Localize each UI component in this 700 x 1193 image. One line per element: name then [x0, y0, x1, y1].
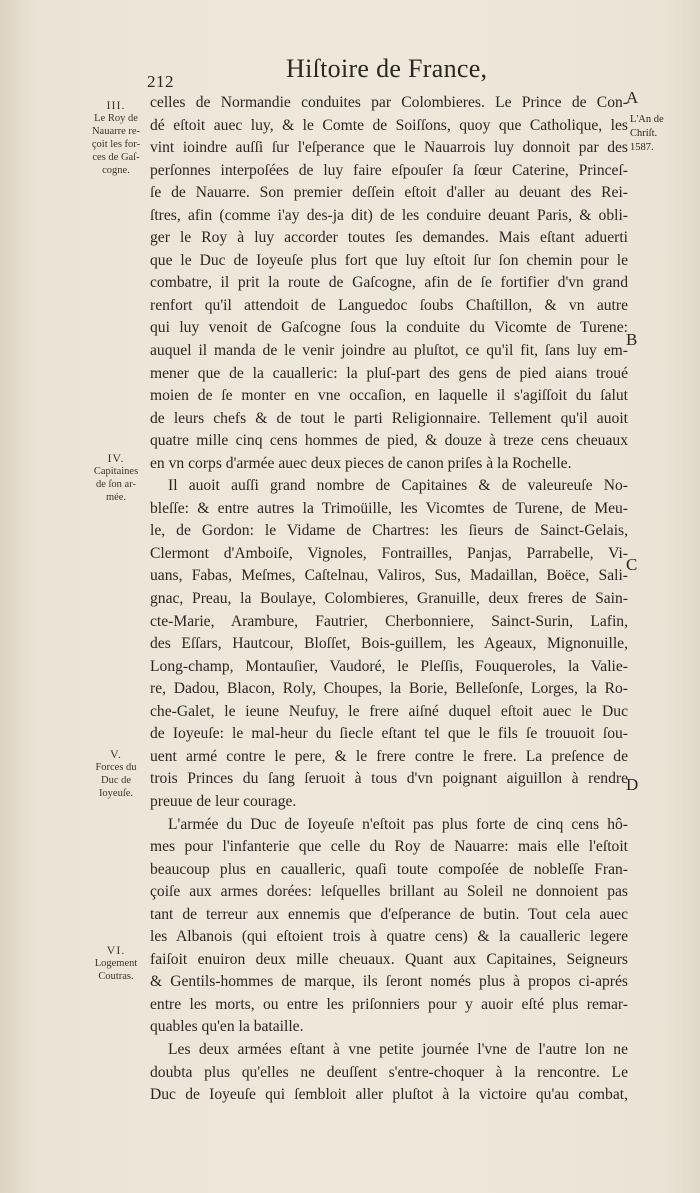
side-note-line: çoit les for-	[91, 139, 141, 150]
text-line: mener que de la caualleric: la pluſ-part des gens de pied aians troué	[150, 364, 628, 382]
side-note-line: Logement	[94, 958, 138, 969]
year-note-line: Chriſt.	[630, 128, 658, 139]
text-line: mes pour l'infanterie que celle du Roy de Nauarre: mais elle l'eſtoit	[150, 838, 628, 856]
text-line: le, de Gordon: le Vidame de Chartres: les ſieurs de Sainct-Gelais,	[150, 522, 628, 540]
text-line: qui luy venoit de Gaſcogne ſous la conduite du Vicomte de Turene:	[150, 319, 628, 337]
text-line: L'armée du Duc de Ioyeuſe n'eſtoit pas plus forte de cinq cens hô-	[168, 815, 628, 833]
text-line: ſe de Nauarre. Son premier deſſein eſtoit d'aller au deuant des Rei-	[150, 184, 628, 202]
text-line: re, Dadou, Blacon, Roly, Choupes, la Borie, Belleſonſe, Lorges, la Ro-	[150, 680, 628, 698]
text-line: doubta plus qu'elles ne deuſſent s'entre-choquer à la rencontre. Le	[150, 1063, 628, 1081]
year-note-line: 1587.	[630, 142, 654, 153]
side-note-line: de ſon ar-	[95, 479, 137, 490]
text-line: renfort qu'il attendoit de Languedoc ſoubs Chaſtillon, & vn autre	[150, 296, 628, 314]
text-line: de Ioyeuſe: le mal-heur du ſiecle eſtant tel que le fils ſe trouuoit ſou-	[150, 725, 628, 743]
side-note-4	[84, 452, 148, 504]
side-note-line: Forces du	[95, 762, 137, 773]
text-line: dé eſtoit auec luy, & le Comte de Soiſſons, quoy que Catholique, les	[150, 116, 628, 134]
side-note-5	[84, 748, 148, 800]
text-line: tant de terreur aux ennemis que d'eſperance de butin. Tout cela auec	[150, 905, 628, 923]
side-note-line: Nauarre re-	[91, 126, 141, 137]
page-number: 212	[147, 72, 174, 91]
side-note-line: cogne.	[102, 165, 130, 176]
margin-letter-b: B	[626, 330, 638, 349]
text-line: Il auoit auſſi grand nombre de Capitaines & de valeureuſe No-	[168, 477, 628, 495]
year-note-line: L'An de	[630, 114, 664, 125]
text-line: gnac, Preau, la Boulaye, Colombieres, Granuille, deux freres de Sain-	[150, 590, 628, 608]
text-line: combatre, il prit la route de Gaſcogne, afin de ſe fortifier d'vn grand	[150, 274, 628, 292]
text-line: trois Princes du ſang ſeruoit à tous d'vn poignant aiguillon à rendre	[150, 770, 628, 788]
side-note-number: V.	[109, 747, 123, 761]
text-line: des Eſſars, Hautcour, Bloſſet, Bois-guillem, les Ageaux, Mignonuille,	[150, 635, 628, 653]
text-line: çoiſe aux armes dorées: leſquelles brillant au Soleil ne donnoient pas	[150, 883, 628, 901]
text-line: entre les morts, ou entre les priſonniers pour y auoir eſté plus remar-	[150, 995, 628, 1013]
text-line: celles de Normandie conduites par Colombieres. Le Prince de Con-	[150, 94, 628, 111]
text-line: cte-Marie, Arambure, Fautrier, Cherbonniere, Sainct-Surin, Lafin,	[150, 612, 628, 630]
text-line: que le Duc de Ioyeuſe plus fort que luy eſtoit ſur ſon chemin pour le	[150, 251, 628, 269]
text-line: Clermont d'Amboiſe, Vignoles, Fontrailles, Panjas, Parrabelle, Vi-	[150, 544, 628, 562]
text-line: de leurs chefs & de tout le parti Religionnaire. Tellement qu'il auoit	[150, 409, 628, 427]
text-line: quatre mille cinq cens hommes de pied, & douze à treze cens cheuaux	[150, 432, 628, 450]
year-note	[630, 113, 690, 155]
text-line: bleſſe: & entre autres la Trimoüille, les Vicomtes de Turene, de Meu-	[150, 499, 628, 517]
margin-letter-c: C	[626, 555, 638, 574]
margin-letter-d: D	[626, 775, 639, 794]
side-note-3	[84, 99, 148, 177]
side-note-line: mée.	[105, 492, 127, 503]
side-note-6	[84, 944, 148, 983]
text-line: beaucoup plus en caualleric, quaſi toute compoſée de nobleſſe Fran-	[150, 860, 628, 878]
side-note-number: VI.	[106, 943, 126, 957]
side-note-line: Coutras.	[98, 971, 134, 982]
side-note-line: Duc de	[100, 775, 132, 786]
side-note-line: Capitaines	[93, 466, 139, 477]
text-line: auquel il manda de le venir joindre au pluſtot, ce qu'il fit, ſans luy em-	[150, 342, 628, 360]
text-line: Les deux armées eſtant à vne petite journée l'vne de l'autre lon ne	[168, 1040, 628, 1058]
text-line: ſtres, afin (comme i'ay des-ja dit) de les conduire deuant Paris, & obli-	[150, 206, 628, 224]
text-line: Duc de Ioyeuſe qui ſembloit aller pluſtot à la victoire qu'au combat,	[150, 1086, 628, 1104]
text-line: & Gentils-hommes de marque, ils ſeront només plus à propos ci-aprés	[150, 973, 628, 991]
text-line: ger le Roy à luy accorder toutes ſes demandes. Mais eſtant aduerti	[150, 229, 628, 247]
text-line: quables qu'en la bataille.	[150, 1018, 304, 1036]
side-note-line: Ioyeuſe.	[98, 788, 134, 799]
side-note-number: III.	[106, 98, 126, 112]
text-line: perſonnes interpoſées de luy faire eſpouſer ſa ſœur Caterine, Princeſ-	[150, 161, 628, 179]
text-line: che-Galet, le ieune Neufuy, le frere aiſné duquel eſtoit auec le Duc	[150, 702, 628, 720]
text-line: les Albanois (qui eſtoient trois à quatre cens) & la caualleric legere	[150, 928, 628, 946]
text-line: vint ioindre auſſi ſur l'eſperance que le Nauarrois luy donnoit par des	[150, 139, 628, 157]
text-line: faiſoit enuiron deux mille cheuaux. Quant aux Capitaines, Seigneurs	[150, 950, 628, 968]
text-line: uent armé contre le pere, & le frere contre le frere. La preſence de	[150, 747, 628, 765]
body-text	[150, 92, 628, 1107]
text-line: uans, Fabas, Meſmes, Caſtelnau, Valiros, Sus, Madaillan, Boëce, Sali-	[150, 567, 628, 585]
text-line: en vn corps d'armée auec deux pieces de canon priſes à la Rochelle.	[150, 454, 572, 472]
margin-letter-a: A	[626, 88, 639, 107]
text-line: preuue de leur courage.	[150, 792, 297, 810]
side-note-line: Le Roy de	[94, 113, 138, 124]
running-title: Hiſtoire de France,	[286, 54, 488, 83]
text-line: moien de ſe monter en vne occaſion, en laquelle il s'agiſſoit du ſalut	[150, 387, 628, 405]
page-header	[0, 52, 700, 91]
side-note-line: ces de Gaſ-	[92, 152, 140, 163]
side-note-number: IV.	[107, 451, 125, 465]
text-line: Long-champ, Montauſier, Vaudoré, le Pleſſis, Fouqueroles, la Valie-	[150, 657, 628, 675]
